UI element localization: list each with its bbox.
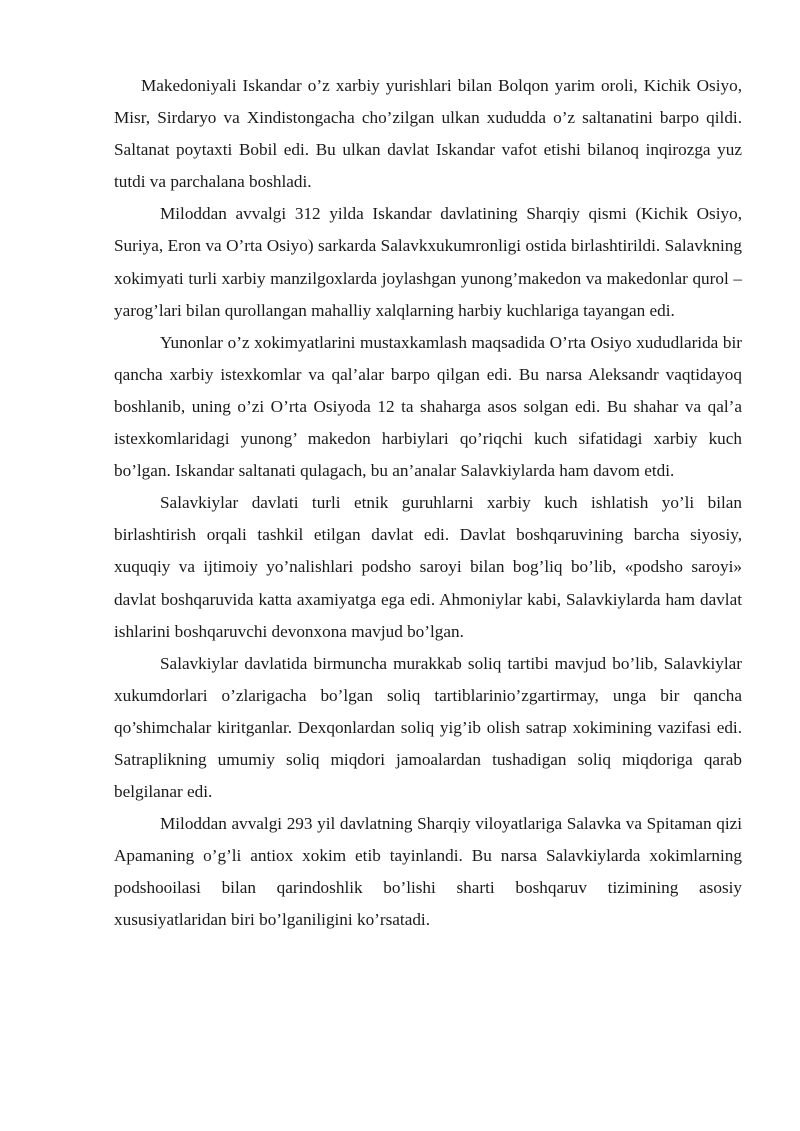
paragraph-3: Yunonlar o’z xokimyatlarini mustaxkamlash maqsadida O’rta Osiyo xududlarida bir qancha xarbiy istexkomlar va qal’alar barpo qilgan edi. Bu narsa Aleksandr vaqtidayoq boshlanib, uning o’zi O’rta Osiyoda 12 ta shaharga asos solgan edi. Bu shahar va qal’a istexkomlaridagi yunong’ makedon harbiylari qo’riqchi kuch sifatidagi xarbiy kuch bo’lgan. Iskandar saltanati qulagach, bu an’analar Salavkiylarda ham davom etdi.: [114, 332, 742, 481]
document-page: [114, 70, 742, 937]
paragraph-4: Salavkiylar davlati turli etnik guruhlarni xarbiy kuch ishlatish yo’li bilan birlashtirish orqali tashkil etilgan davlat edi. Davlat boshqaruvining barcha siyosiy, xuquqiy va ijtimoiy yo’nalishlari podsho saroyi bilan bog’liq bo’lib, «podsho saroyi» davlat boshqaruvida katta axamiyatga ega edi. Ahmoniylar kabi, Salavkiylarda ham davlat ishlarini boshqaruvchi devonxona mavjud bo’lgan.: [114, 493, 742, 641]
paragraph-2: Miloddan avvalgi 312 yilda Iskandar davlatining Sharqiy qismi (Kichik Osiyo, Suriya, Eron va O’rta Osiyo) sarkarda Salavkxukumronligi ostida birlashtirildi. Salavkning xokimyati turli xarbiy manzilgoxlarda joylashgan yunong’makedon va makedonlar qurol – yarog’lari bilan qurollangan mahalliy xalqlarning harbiy kuchlariga tayangan edi.: [114, 204, 742, 320]
paragraph-1: Makedoniyali Iskandar o’z xarbiy yurishlari bilan Bolqon yarim oroli, Kichik Osiyo, Misr, Sirdaryo va Xindistongacha cho’zilgan ulkan xududda o’z saltanatini barpo qildi. Saltanat poytaxti Bobil edi. Bu ulkan davlat Iskandar vafot etishi bilanoq inqirozga yuz tutdi va parchalana boshladi.: [114, 76, 742, 192]
paragraph-5: Salavkiylar davlatida birmuncha murakkab soliq tartibi mavjud bo’lib, Salavkiylar xukumdorlari o’zlarigacha bo’lgan soliq tartiblarinio’zgartirmay, unga bir qancha qo’shimchalar kiritganlar. Dexqonlardan soliq yig’ib olish satrap xokimining vazifasi edi. Satraplikning umumiy soliq miqdori jamoalardan tushadigan soliq miqdoriga qarab belgilanar edi.: [114, 653, 742, 802]
paragraph-6: Miloddan avvalgi 293 yil davlatning Sharqiy viloyatlariga Salavka va Spitaman qizi Apamaning o’g’li antiox xokim etib tayinlandi. Bu narsa Salavkiylarda xokimlarning podshooilasi bilan qarindoshlik bo’lishi sharti boshqaruv tizimining asosiy xususiyatlaridan biri bo’lganiligini ko’rsatadi.: [114, 814, 742, 930]
